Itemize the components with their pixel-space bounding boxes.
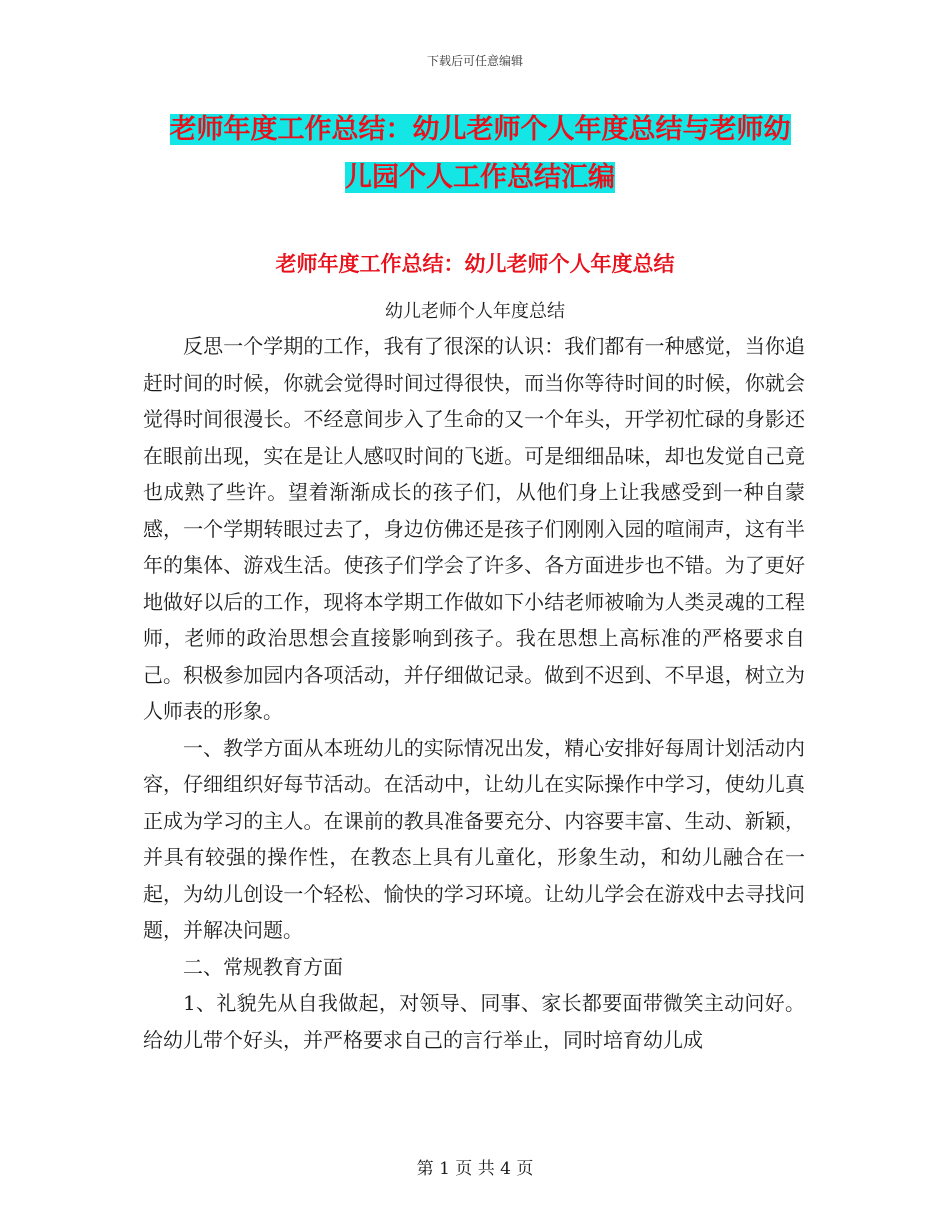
title-line-2: 儿园个人工作总结汇编	[345, 162, 615, 193]
page-footer: 第 1 页 共 4 页	[416, 1159, 534, 1179]
subtitle: 幼儿老师个人年度总结	[385, 301, 565, 322]
paragraph-intro: 反思一个学期的工作，我有了很深的认识：我们都有一种感觉，当你追赶时间的时候，你就会觉得时间过得很快，而当你等待时间的时候，你就会觉得时间很漫长。不经意间步入了生命的又一个年头，开学初忙碌的身影还在眼前出现，实在是让人感叹时间的飞逝。可是细细品味，却也发觉自己竟也成熟了些许。望着渐渐成长的孩子们，从他们身上让我感受到一种自蒙感，一个学期转眼过去了，身边仿佛还是孩子们刚刚入园的喧闹声，这有半年的集体、游戏生活。使孩子们学会了许多、各方面进步也不错。为了更好地做好以后的工作，现将本学期工作做如下小结老师被喻为人类灵魂的工程师，老师的政治思想会直接影响到孩子。我在思想上高标准的严格要求自己。积极参加园内各项活动，并仔细做记录。做到不迟到、不早退，树立为人师表的形象。	[143, 334, 805, 723]
paragraph-heading-routine: 二、常规教育方面	[183, 954, 343, 979]
paragraph-teaching: 一、教学方面从本班幼儿的实际情况出发，精心安排好每周计划活动内容，仔细组织好每节活动。在活动中，让幼儿在实际操作中学习，使幼儿真正成为学习的主人。在课前的教具准备要充分、内容要丰富、生动、新颖，并具有较强的操作性，在教态上具有儿童化，形象生动，和幼儿融合在一起，为幼儿创设一个轻松、愉快的学习环境。让幼儿学会在游戏中去寻找问题，并解决问题。	[143, 735, 805, 942]
title-line-1: 老师年度工作总结：幼儿老师个人年度总结与老师幼	[169, 114, 791, 145]
header-note: 下载后可任意编辑	[426, 54, 523, 68]
document-title	[140, 106, 820, 202]
section-title: 老师年度工作总结：幼儿老师个人年度总结	[275, 252, 675, 276]
paragraph-manners: 1、礼貌先从自我做起，对领导、同事、家长都要面带微笑主动问好。给幼儿带个好头，并严格要求自己的言行举止，同时培育幼儿成	[143, 991, 805, 1052]
body-text	[143, 328, 805, 1058]
